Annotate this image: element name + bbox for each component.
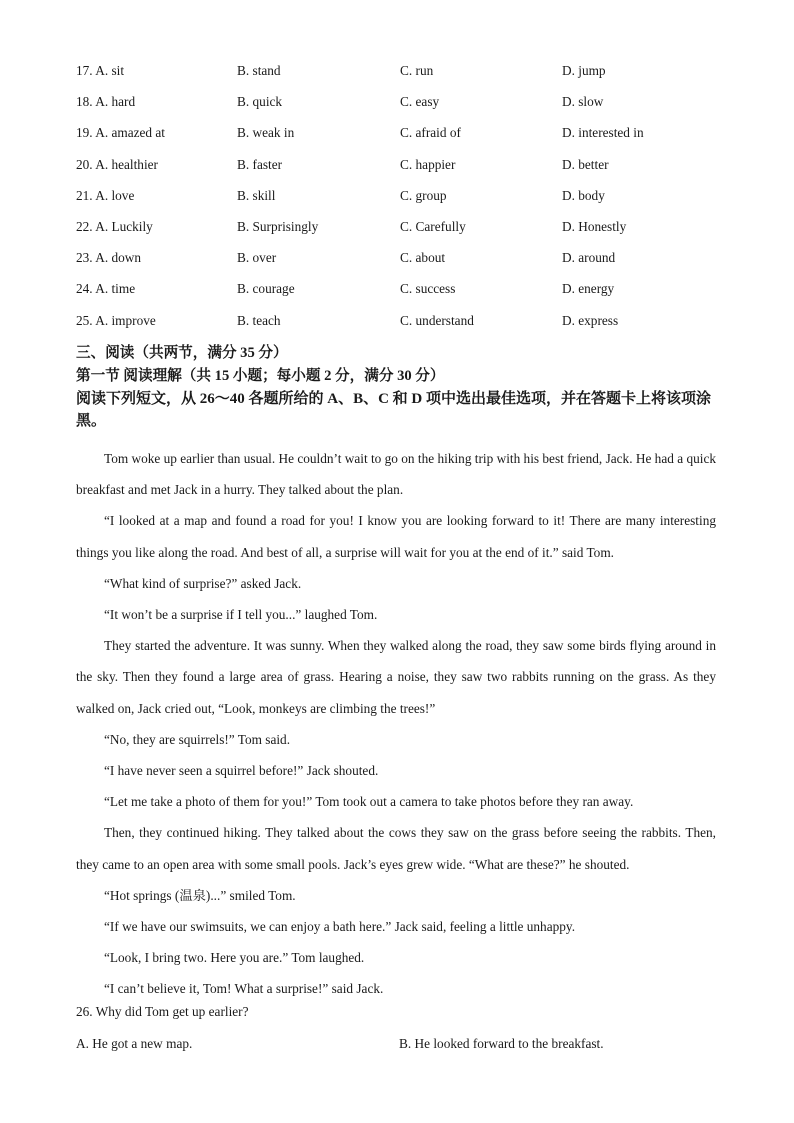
option-b: B. faster: [237, 156, 283, 172]
option-row-18: [76, 94, 756, 125]
option-b: B. weak in: [237, 125, 295, 141]
passage-paragraph: “It won’t be a surprise if I tell you...” laughed Tom.: [104, 607, 378, 623]
passage-paragraph: Then, they continued hiking. They talked about the cows they saw on the grass before seeing the rabbits. Then, they came to an open area with some small pools. Jack’s eyes grew wide. “What are these?” he shouted.: [76, 825, 716, 872]
option-a: 21. A. love: [76, 187, 135, 203]
passage-paragraph: Tom woke up earlier than usual. He couldn’t wait to go on the hiking trip with his best friend, Jack. He had a quick breakfast and met Jack in a hurry. They talked about the plan.: [76, 451, 716, 498]
passage-paragraph: “No, they are squirrels!” Tom said.: [104, 731, 291, 747]
option-d: D. around: [562, 250, 616, 266]
option-a: 22. A. Luckily: [76, 218, 153, 234]
answer-option-a: A. He got a new map.: [76, 1036, 193, 1051]
reading-passage: [76, 443, 716, 1005]
part-title: 第一节 阅读理解（共 15 小题；每小题 2 分，满分 30 分）: [76, 368, 445, 384]
option-a: 19. A. amazed at: [76, 125, 165, 141]
option-a: 25. A. improve: [76, 312, 156, 328]
option-c: C. run: [400, 63, 434, 78]
passage-paragraph: “Hot springs (温泉)...” smiled Tom.: [104, 887, 296, 903]
option-c: C. easy: [400, 94, 440, 110]
option-c: C. Carefully: [400, 218, 466, 234]
option-b: B. teach: [237, 312, 281, 328]
option-d: D. energy: [562, 281, 615, 297]
option-c: C. success: [400, 281, 456, 297]
passage-paragraph: “I looked at a map and found a road for you! I know you are looking forward to it! There are many interesting things you like along the road. And best of all, a surprise will wait for you at the end of it.” said Tom.: [76, 513, 716, 560]
option-a: 17. A. sit: [76, 63, 125, 78]
option-d: D. slow: [562, 94, 604, 110]
option-a: 24. A. time: [76, 281, 136, 297]
option-c: C. afraid of: [400, 125, 461, 141]
option-row-17: [76, 63, 756, 94]
answer-option-b: B. He looked forward to the breakfast.: [399, 1036, 604, 1051]
option-b: B. over: [237, 250, 277, 266]
option-c: C. group: [400, 187, 447, 203]
option-d: D. Honestly: [562, 218, 627, 234]
passage-paragraph: “What kind of surprise?” asked Jack.: [104, 575, 302, 591]
section-title: 三、阅读（共两节，满分 35 分）: [76, 345, 288, 361]
option-c: C. about: [400, 250, 446, 266]
instructions: 阅读下列短文，从 26～40 各题所给的 A、B、C 和 D 项中选出最佳选项，并在答题卡上将该项涂黑。: [76, 391, 712, 429]
option-d: D. interested in: [562, 125, 644, 141]
option-d: D. body: [562, 187, 605, 203]
option-row-22: [76, 219, 756, 250]
option-d: D. better: [562, 156, 609, 172]
option-b: B. courage: [237, 281, 295, 297]
option-d: D. jump: [562, 63, 606, 78]
option-d: D. express: [562, 312, 619, 328]
option-c: C. understand: [400, 312, 474, 328]
passage-paragraph: “Look, I bring two. Here you are.” Tom laughed.: [104, 950, 365, 966]
option-a: 23. A. down: [76, 250, 142, 266]
option-row-21: [76, 188, 756, 219]
option-b: B. quick: [237, 94, 283, 110]
option-row-24: [76, 281, 756, 312]
option-row-19: [76, 125, 756, 156]
option-a: 20. A. healthier: [76, 156, 158, 172]
option-row-20: [76, 157, 756, 188]
option-b: B. Surprisingly: [237, 218, 319, 234]
passage-paragraph: They started the adventure. It was sunny. When they walked along the road, they saw some birds flying around in the sky. Then they found a large area of grass. Hearing a noise, they saw two rabbits running on the grass. As they walked on, Jack cried out, “Look, monkeys are climbing the trees!”: [76, 638, 716, 716]
option-row-25: [76, 313, 756, 344]
option-a: 18. A. hard: [76, 94, 136, 110]
passage-paragraph: “Let me take a photo of them for you!” Tom took out a camera to take photos before they ran away.: [104, 794, 634, 810]
passage-paragraph: “I have never seen a squirrel before!” Jack shouted.: [104, 763, 379, 779]
option-row-23: [76, 250, 756, 281]
passage-paragraph: “If we have our swimsuits, we can enjoy a bath here.” Jack said, feeling a little unhappy.: [104, 919, 576, 935]
option-c: C. happier: [400, 156, 456, 172]
question-26: 26. Why did Tom get up earlier?: [76, 1004, 249, 1019]
option-b: B. skill: [237, 187, 276, 203]
option-b: B. stand: [237, 63, 281, 78]
cloze-options: [76, 63, 756, 344]
passage-paragraph: “I can’t believe it, Tom! What a surprise!” said Jack.: [104, 981, 384, 997]
